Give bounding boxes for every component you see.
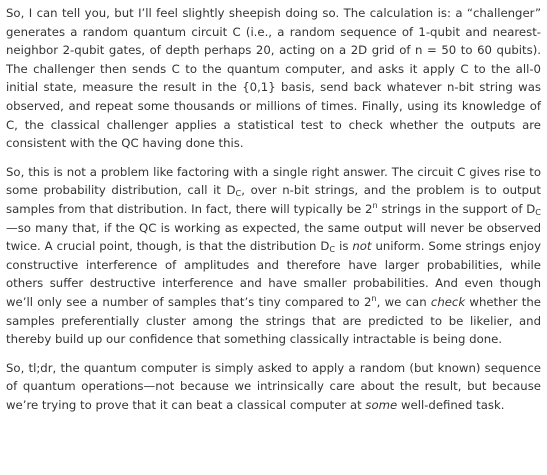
text-span: uniform. Some strings enjoy constructive interference of amplitudes and therefore have larger probabilities, while others suffer destructive interference and have smaller probabilities. And even though we’ll only see a number of samples that’s tiny compared to 2: [6, 239, 541, 309]
text-span: strings in the support of D: [377, 201, 536, 216]
text-span: So, tl;dr, the quantum computer is simply asked to apply a random (but known) sequence of quantum operations—not because we intrinsically care about the result, but because we’re trying to prove that it can beat a classical computer at: [6, 360, 541, 412]
subscript: C: [235, 188, 242, 199]
text-span: , over n-bit strings, and the problem is to output samples from that distribution. In fact, there will typically be 2: [6, 183, 542, 216]
paragraph-1: [6, 4, 541, 153]
text-span: is: [335, 239, 353, 254]
text-span: —so many that, if the QC is working as expected, the same output will never be observed twice. A crucial point, though, is that the distribution D: [6, 220, 541, 254]
text-span: , we can: [376, 294, 431, 309]
text-span: whether the samples preferentially cluster among the strings that are predicted to be likelier, and thereby build up our confidence that something classically intractable is being done.: [6, 294, 541, 347]
paragraph-2: [6, 163, 541, 349]
emphasis: not: [352, 239, 372, 254]
paragraph-3: [6, 359, 541, 415]
text-span: So, this is not a problem like factoring with a single right answer. The circuit C gives rise to some probability distribution, call it D: [6, 164, 541, 198]
text-span: well-defined task.: [397, 397, 505, 412]
superscript: n: [371, 293, 377, 303]
emphasis: check: [430, 294, 466, 309]
subscript: C: [329, 244, 336, 255]
superscript: n: [372, 200, 378, 211]
subscript: C: [535, 206, 541, 217]
text-span: So, I can tell you, but I’ll feel slightly sheepish doing so. The calculation is: a “challenger” generates a random quantum circuit C (i.e., a random sequence of 1-qubit and nearest-neighbor 2-qubit gates, of depth perhaps 20, acting on a 2D grid of n = 50 to 60 qubits). The challenger then sends C to the quantum computer, and asks it apply C to the all-0 initial state, measure the result in the {0,1} basis, send back whatever n-bit string was observed, and repeat some thousands or millions of times. Finally, using its knowledge of C, the classical challenger applies a statistical test to check whether the outputs are consistent with the QC having done this.: [6, 6, 541, 151]
article-body: [6, 4, 541, 414]
emphasis: some: [365, 397, 398, 412]
